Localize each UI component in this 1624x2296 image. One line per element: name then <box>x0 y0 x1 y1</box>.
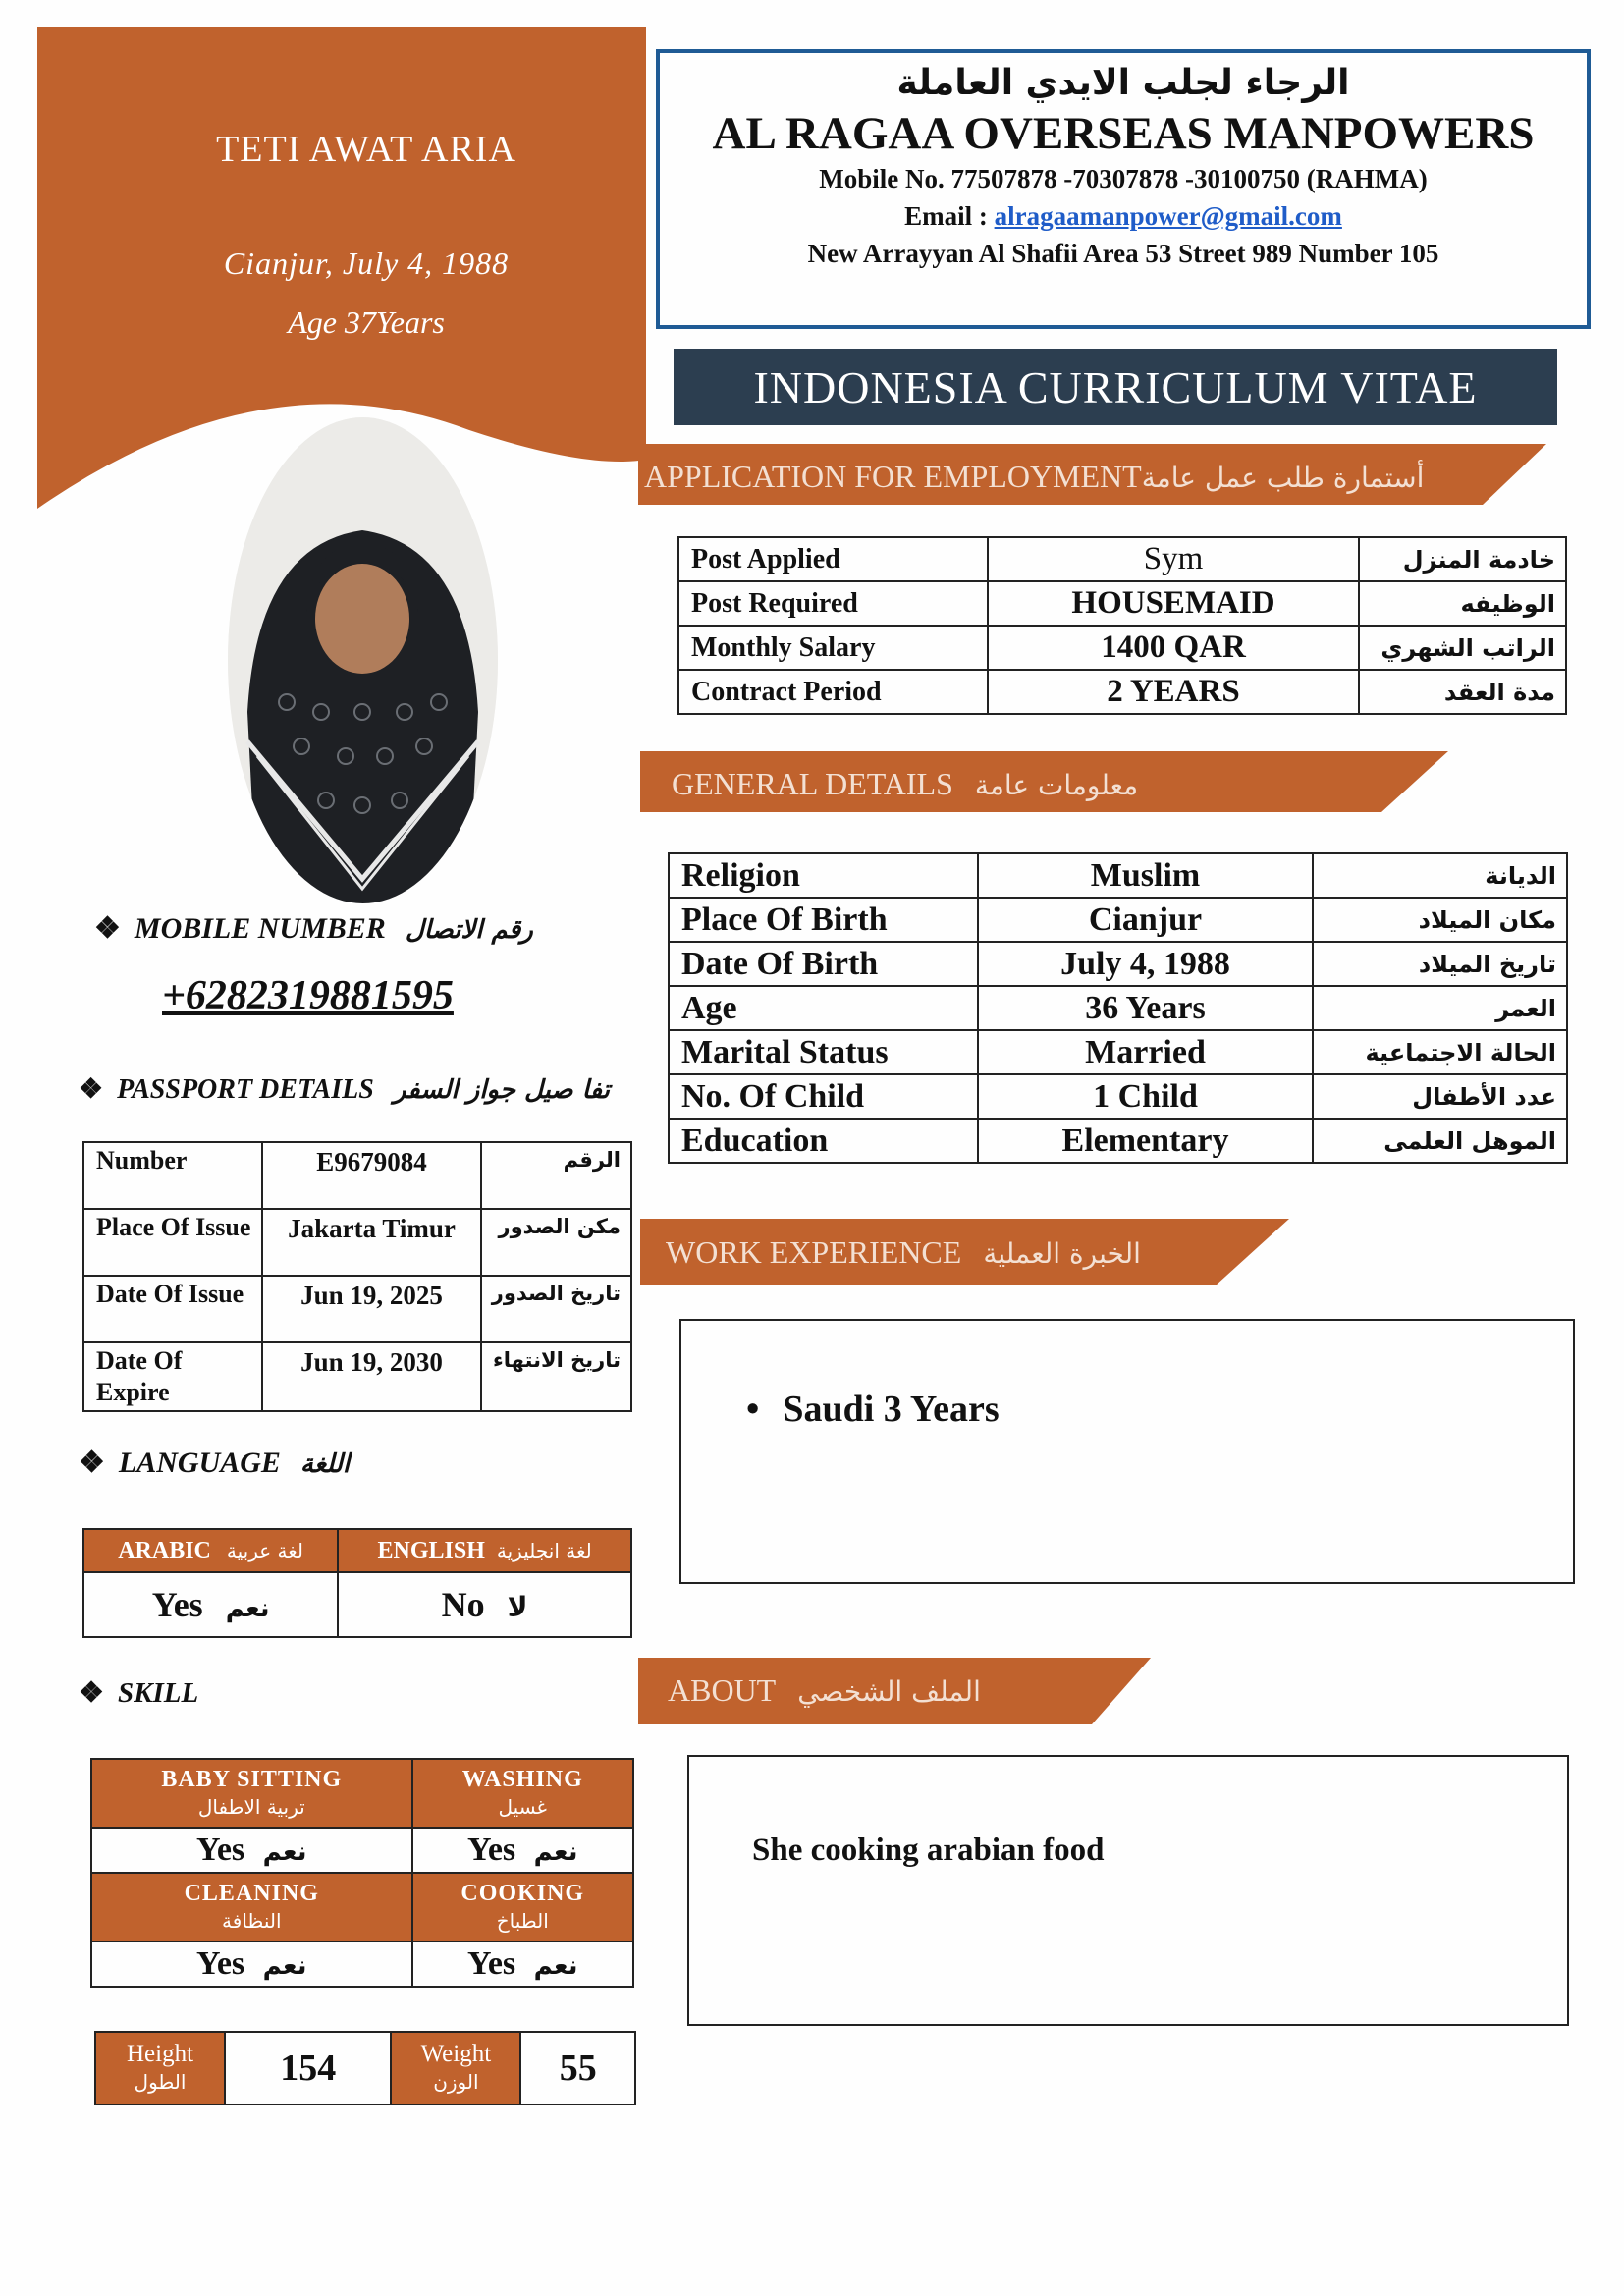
passport-table <box>82 1141 632 1412</box>
skill-name-cell <box>91 1873 412 1941</box>
row-value: Jun 19, 2030 <box>262 1342 481 1411</box>
row-value: 2 YEARS <box>988 670 1359 714</box>
general-section-title <box>654 753 1138 816</box>
candidate-photo <box>228 417 498 903</box>
skill-name: COOKING <box>460 1881 585 1906</box>
row-value: 36 Years <box>978 986 1313 1030</box>
table-row <box>669 1119 1567 1163</box>
row-label-ar: تاريخ الانتهاء <box>481 1342 631 1411</box>
table-row <box>678 537 1566 581</box>
height-label-cell <box>95 2032 225 2105</box>
language-name-cell <box>338 1529 631 1572</box>
language-value: No <box>441 1585 485 1624</box>
skill-value-cell <box>412 1828 633 1873</box>
row-label-ar: مكان الميلاد <box>1313 898 1567 942</box>
work-experience-item <box>746 1388 1000 1431</box>
row-value: Married <box>978 1030 1313 1074</box>
weight-label-cell <box>391 2032 520 2105</box>
row-value: HOUSEMAID <box>988 581 1359 626</box>
about-title-en: ABOUT <box>668 1672 777 1708</box>
row-label: Marital Status <box>669 1030 978 1074</box>
work-title-ar: الخبرة العملية <box>983 1237 1141 1270</box>
about-section-title <box>650 1660 981 1722</box>
skill-value-ar: نعم <box>262 1837 307 1867</box>
table-row <box>83 1572 631 1637</box>
application-title-ar: أستمارة طلب عمل عامة <box>1141 462 1425 494</box>
skill-table <box>90 1758 634 1988</box>
company-name: AL RAGAA OVERSEAS MANPOWERS <box>712 108 1535 159</box>
row-label-ar: خادمة المنزل <box>1359 537 1566 581</box>
language-name-ar: لغة انجليزية <box>496 1538 592 1562</box>
application-title-en: APPLICATION FOR EMPLOYMENT <box>644 459 1142 494</box>
diamond-bullet-icon: ❖ <box>94 912 121 945</box>
row-label-ar: العمر <box>1313 986 1567 1030</box>
height-weight-table <box>94 2031 636 2105</box>
skill-name: BABY SITTING <box>161 1767 343 1792</box>
general-details-table <box>668 852 1568 1164</box>
diamond-bullet-icon: ❖ <box>79 1677 104 1709</box>
work-experience-text: Saudi 3 Years <box>783 1389 1000 1430</box>
skill-value-ar: نعم <box>533 1837 578 1867</box>
work-section-title <box>648 1222 1141 1285</box>
skill-name-ar: غسيل <box>498 1795 548 1819</box>
row-value: 1400 QAR <box>988 626 1359 670</box>
skill-name-ar: النظافة <box>222 1909 282 1933</box>
row-label-ar: تاريخ الميلاد <box>1313 942 1567 986</box>
table-row <box>83 1142 631 1209</box>
table-row <box>83 1342 631 1411</box>
table-row <box>91 1828 633 1873</box>
language-value-ar: نعم <box>225 1594 270 1623</box>
table-row <box>669 1074 1567 1119</box>
company-email-line <box>660 197 1587 235</box>
row-value: Jun 19, 2025 <box>262 1276 481 1342</box>
about-text: She cooking arabian food <box>752 1832 1105 1868</box>
skill-name: CLEANING <box>184 1881 319 1906</box>
language-name: ARABIC <box>118 1537 211 1563</box>
language-table <box>82 1528 632 1638</box>
about-title-ar: الملف الشخصي <box>797 1675 981 1708</box>
row-label: Education <box>669 1119 978 1163</box>
table-row <box>669 1030 1567 1074</box>
language-value-cell <box>83 1572 338 1637</box>
skill-value-ar: نعم <box>262 1951 307 1981</box>
skill-value: Yes <box>196 1945 245 1982</box>
company-address: New Arrayyan Al Shafii Area 53 Street 989 Number 105 <box>807 239 1439 268</box>
birth-place-date: Cianjur, July 4, 1988 <box>223 246 510 281</box>
row-label: Date Of Issue <box>83 1276 262 1342</box>
row-value: 1 Child <box>978 1074 1313 1119</box>
table-row <box>95 2032 635 2105</box>
row-label: Religion <box>669 853 978 898</box>
table-row <box>83 1276 631 1342</box>
candidate-name: TETI AWAT ARIA <box>216 129 516 170</box>
passport-label: PASSPORT DETAILS <box>117 1074 374 1105</box>
language-name-ar: لغة عربية <box>226 1538 304 1562</box>
row-label-ar: الديانة <box>1313 853 1567 898</box>
language-section-heading <box>79 1446 350 1480</box>
mobile-label-ar: رقم الاتصال <box>405 915 533 945</box>
row-label-ar: الراتب الشهري <box>1359 626 1566 670</box>
mobile-number[interactable]: +6282319881595 <box>162 973 454 1018</box>
email-label: Email : <box>904 201 995 231</box>
weight-label: Weight <box>420 2041 492 2067</box>
cv-title-banner: INDONESIA CURRICULUM VITAE <box>674 349 1557 425</box>
weight-value: 55 <box>520 2032 635 2105</box>
row-value: Sym <box>988 537 1359 581</box>
skill-name: WASHING <box>461 1767 583 1792</box>
table-row <box>669 898 1567 942</box>
row-label-ar: الحالة الاجتماعية <box>1313 1030 1567 1074</box>
row-label: Monthly Salary <box>678 626 988 670</box>
company-info-box <box>656 49 1591 329</box>
row-label: Contract Period <box>678 670 988 714</box>
table-row <box>678 670 1566 714</box>
row-label: Place Of Birth <box>669 898 978 942</box>
row-label-ar: الرقم <box>481 1142 631 1209</box>
skill-name-ar: تربية الاطفال <box>197 1795 305 1819</box>
row-value: July 4, 1988 <box>978 942 1313 986</box>
passport-section-heading <box>79 1072 610 1106</box>
skill-name-cell <box>91 1759 412 1828</box>
row-label: Date Of Birth <box>669 942 978 986</box>
mobile-section-heading <box>94 911 533 946</box>
row-value: E9679084 <box>262 1142 481 1209</box>
row-label-ar: تاريخ الصدور <box>481 1276 631 1342</box>
height-label: Height <box>126 2041 194 2067</box>
skill-label: SKILL <box>118 1677 199 1709</box>
row-value: Jakarta Timur <box>262 1209 481 1276</box>
language-value: Yes <box>151 1585 203 1624</box>
row-label-ar: الوظيفه <box>1359 581 1566 626</box>
table-row <box>83 1529 631 1572</box>
language-value-cell <box>338 1572 631 1637</box>
passport-label-ar: تفا صيل جواز السفر <box>393 1075 610 1105</box>
skill-section-heading <box>79 1675 198 1710</box>
language-name: ENGLISH <box>377 1537 485 1563</box>
row-label: Post Required <box>678 581 988 626</box>
application-table <box>677 536 1567 715</box>
work-experience-box <box>679 1319 1575 1584</box>
table-row <box>678 581 1566 626</box>
row-label-ar: الموهل العلمى <box>1313 1119 1567 1163</box>
language-name-cell <box>83 1529 338 1572</box>
skill-name-cell <box>412 1873 633 1941</box>
table-row <box>91 1759 633 1828</box>
skill-value-ar: نعم <box>533 1951 578 1981</box>
work-title-en: WORK EXPERIENCE <box>666 1234 962 1270</box>
table-row <box>91 1873 633 1941</box>
table-row <box>669 942 1567 986</box>
row-label: Place Of Issue <box>83 1209 262 1276</box>
row-label-ar: مدة العقد <box>1359 670 1566 714</box>
company-mobile: Mobile No. 77507878 -70307878 -30100750 (RAHMA) <box>819 164 1428 193</box>
table-row <box>91 1941 633 1987</box>
table-row <box>83 1209 631 1276</box>
skill-value-cell <box>412 1941 633 1987</box>
company-email-link[interactable]: alragaamanpower@gmail.com <box>994 201 1342 231</box>
company-name-arabic: الرجاء لجلب الايدي العاملة <box>896 63 1350 103</box>
skill-value: Yes <box>196 1831 245 1868</box>
general-title-ar: معلومات عامة <box>974 769 1139 801</box>
diamond-bullet-icon: ❖ <box>79 1074 104 1105</box>
row-value: Muslim <box>978 853 1313 898</box>
row-label: Date Of Expire <box>83 1342 262 1411</box>
diamond-bullet-icon: ❖ <box>79 1447 105 1479</box>
skill-name-ar: الطباخ <box>496 1909 549 1933</box>
mobile-label: MOBILE NUMBER <box>134 912 386 945</box>
row-label-ar: مكن الصدور <box>481 1209 631 1276</box>
skill-value-cell <box>91 1941 412 1987</box>
candidate-age: Age 37Years <box>288 304 445 340</box>
skill-value: Yes <box>467 1945 516 1982</box>
skill-name-cell <box>412 1759 633 1828</box>
height-value: 154 <box>225 2032 391 2105</box>
table-row <box>669 853 1567 898</box>
language-label: LANGUAGE <box>118 1447 281 1479</box>
about-box <box>687 1755 1569 2026</box>
application-section-title <box>626 446 1424 509</box>
language-value-ar: لا <box>507 1591 528 1623</box>
bullet-icon: • <box>746 1389 760 1430</box>
table-row <box>678 626 1566 670</box>
row-label: Age <box>669 986 978 1030</box>
skill-value: Yes <box>467 1831 516 1868</box>
general-title-en: GENERAL DETAILS <box>672 766 953 801</box>
row-value: Cianjur <box>978 898 1313 942</box>
language-label-ar: اللغة <box>299 1449 351 1479</box>
row-label: Number <box>83 1142 262 1209</box>
height-label-ar: الطول <box>134 2070 187 2094</box>
weight-label-ar: الوزن <box>433 2070 479 2094</box>
row-label: Post Applied <box>678 537 988 581</box>
row-label-ar: عدد الأطفال <box>1313 1074 1567 1119</box>
row-value: Elementary <box>978 1119 1313 1163</box>
table-row <box>669 986 1567 1030</box>
row-label: No. Of Child <box>669 1074 978 1119</box>
skill-value-cell <box>91 1828 412 1873</box>
